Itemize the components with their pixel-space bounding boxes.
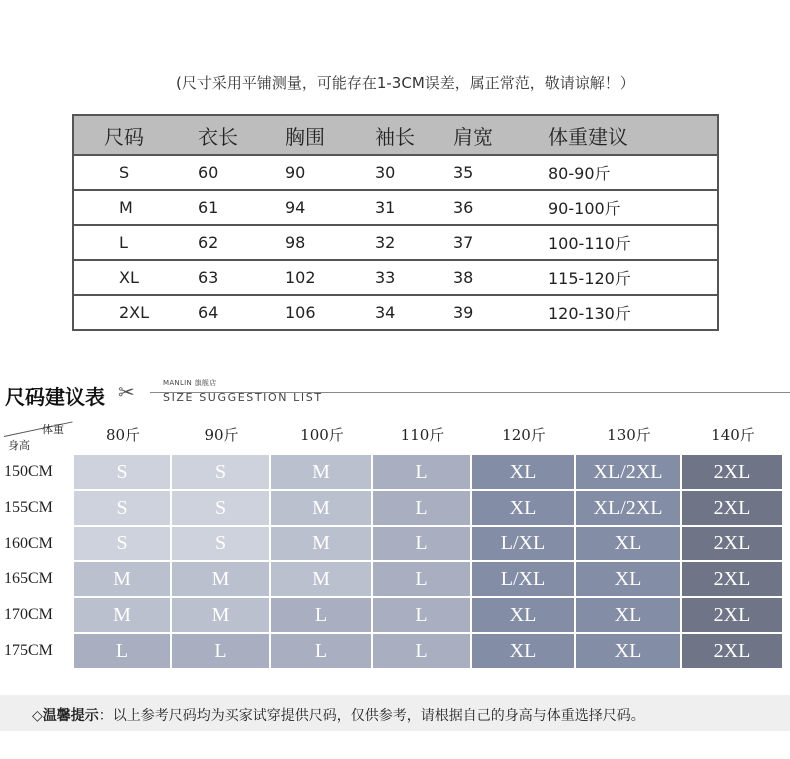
- header-length: 衣长: [198, 115, 285, 155]
- size-suggestion-cell: L: [373, 455, 470, 489]
- weight-column-header: 90斤: [204, 426, 239, 444]
- size-suggestion-cell: L: [373, 634, 470, 668]
- height-row-header: 175CM: [4, 642, 53, 659]
- suggestion-subtitle: SIZE SUGGESTION LIST: [163, 391, 323, 404]
- header-sleeve: 袖长: [375, 115, 453, 155]
- height-row-header: 170CM: [4, 606, 53, 623]
- size-table-cell: 39: [453, 295, 548, 330]
- size-table-cell: 38: [453, 260, 548, 295]
- size-table-cell: 80-90斤: [548, 155, 718, 190]
- size-suggestion-cell: L: [172, 634, 269, 668]
- size-suggestion-cell: XL/2XL: [576, 455, 680, 489]
- height-row-header: 165CM: [4, 570, 53, 587]
- size-suggestion-cell: L: [271, 598, 371, 632]
- size-suggestion-cell: S: [172, 455, 269, 489]
- size-suggestion-cell: S: [172, 527, 269, 560]
- size-suggestion-cell: M: [74, 562, 170, 596]
- size-suggestion-cell: S: [74, 491, 170, 525]
- size-table-cell: 31: [375, 190, 453, 225]
- tip-bar: [0, 695, 790, 731]
- size-table-cell: 90: [285, 155, 375, 190]
- height-row-header: 160CM: [4, 535, 53, 552]
- size-suggestion-cell: L: [271, 634, 371, 668]
- size-suggestion-cell: M: [271, 491, 371, 525]
- size-suggestion-cell: S: [74, 527, 170, 560]
- size-table-row: [73, 190, 718, 225]
- size-table-cell: 30: [375, 155, 453, 190]
- size-table-cell: 32: [375, 225, 453, 260]
- size-table-row: [73, 295, 718, 330]
- size-suggestion-cell: 2XL: [682, 455, 782, 489]
- size-table-header: [73, 115, 718, 155]
- scissors-icon: ✂: [118, 380, 135, 404]
- size-table-cell: 100-110斤: [548, 225, 718, 260]
- size-suggestion-cell: S: [74, 455, 170, 489]
- measurement-note: (尺寸采用平铺测量，可能存在1-3CM误差，属正常范，敬请谅解！）: [176, 74, 635, 92]
- size-table-cell: 62: [198, 225, 285, 260]
- size-table-cell: 115-120斤: [548, 260, 718, 295]
- grid-corner: [0, 418, 72, 454]
- size-suggestion-cell: L: [373, 527, 470, 560]
- size-suggestion-cell: L: [373, 562, 470, 596]
- brand-label: MANLIN 旗舰店: [163, 379, 217, 387]
- suggestion-title: 尺码建议表: [5, 385, 105, 409]
- size-table-row: [73, 225, 718, 260]
- size-table-row: [73, 155, 718, 190]
- size-suggestion-cell: S: [172, 491, 269, 525]
- size-suggestion-cell: XL: [576, 527, 680, 560]
- size-table-cell: M: [73, 190, 198, 225]
- header-size: 尺码: [73, 115, 198, 155]
- size-suggestion-cell: L: [373, 491, 470, 525]
- size-suggestion-cell: M: [172, 562, 269, 596]
- size-suggestion-cell: L/XL: [472, 562, 574, 596]
- size-suggestion-cell: 2XL: [682, 598, 782, 632]
- size-table-cell: 63: [198, 260, 285, 295]
- size-table-cell: S: [73, 155, 198, 190]
- size-table-cell: 34: [375, 295, 453, 330]
- header-chest: 胸围: [285, 115, 375, 155]
- size-suggestion-cell: XL/2XL: [576, 491, 680, 525]
- size-suggestion-cell: 2XL: [682, 634, 782, 668]
- size-table-cell: 37: [453, 225, 548, 260]
- size-table-cell: 64: [198, 295, 285, 330]
- size-suggestion-cell: M: [172, 598, 269, 632]
- corner-height-label: 身高: [8, 439, 30, 452]
- size-suggestion-cell: XL: [472, 598, 574, 632]
- weight-column-header: 100斤: [300, 426, 344, 444]
- size-suggestion-cell: L: [74, 634, 170, 668]
- size-suggestion-cell: 2XL: [682, 562, 782, 596]
- size-table-cell: L: [73, 225, 198, 260]
- size-table-cell: 2XL: [73, 295, 198, 330]
- corner-weight-label: 体重: [42, 423, 64, 436]
- size-table-cell: 90-100斤: [548, 190, 718, 225]
- size-suggestion-cell: M: [74, 598, 170, 632]
- size-suggestion-cell: XL: [576, 598, 680, 632]
- weight-column-header: 130斤: [607, 426, 651, 444]
- tip-text: ：以上参考尺码均为买家试穿提供尺码，仅供参考，请根据自己的身高与体重选择尺码。: [98, 708, 645, 724]
- size-table-cell: 60: [198, 155, 285, 190]
- size-table-cell: 35: [453, 155, 548, 190]
- height-row-header: 150CM: [4, 463, 53, 480]
- size-table-cell: 106: [285, 295, 375, 330]
- size-table: [72, 114, 719, 331]
- size-suggestion-cell: M: [271, 562, 371, 596]
- size-table-cell: 36: [453, 190, 548, 225]
- size-suggestion-cell: L/XL: [472, 527, 574, 560]
- size-table-cell: XL: [73, 260, 198, 295]
- tip-text-wrap: [32, 705, 645, 725]
- size-suggestion-cell: XL: [576, 634, 680, 668]
- size-table-cell: 98: [285, 225, 375, 260]
- size-table-row: [73, 260, 718, 295]
- size-suggestion-cell: 2XL: [682, 527, 782, 560]
- size-suggestion-cell: M: [271, 455, 371, 489]
- size-suggestion-cell: XL: [576, 562, 680, 596]
- header-weight: 体重建议: [548, 115, 718, 155]
- size-table-cell: 33: [375, 260, 453, 295]
- header-shoulder: 肩宽: [453, 115, 548, 155]
- weight-column-header: 140斤: [711, 426, 755, 444]
- size-table-cell: 120-130斤: [548, 295, 718, 330]
- tip-label: ◇温馨提示: [32, 708, 99, 724]
- size-suggestion-cell: XL: [472, 491, 574, 525]
- size-suggestion-cell: 2XL: [682, 491, 782, 525]
- size-table-cell: 61: [198, 190, 285, 225]
- weight-column-header: 80斤: [105, 426, 141, 444]
- size-suggestion-cell: XL: [472, 455, 574, 489]
- size-suggestion-cell: XL: [472, 634, 574, 668]
- weight-column-header: 120斤: [502, 426, 546, 444]
- size-table-cell: 94: [285, 190, 375, 225]
- weight-column-header: 110斤: [400, 426, 445, 444]
- size-table-cell: 102: [285, 260, 375, 295]
- size-suggestion-cell: M: [271, 527, 371, 560]
- height-row-header: 155CM: [4, 499, 53, 516]
- size-suggestion-cell: L: [373, 598, 470, 632]
